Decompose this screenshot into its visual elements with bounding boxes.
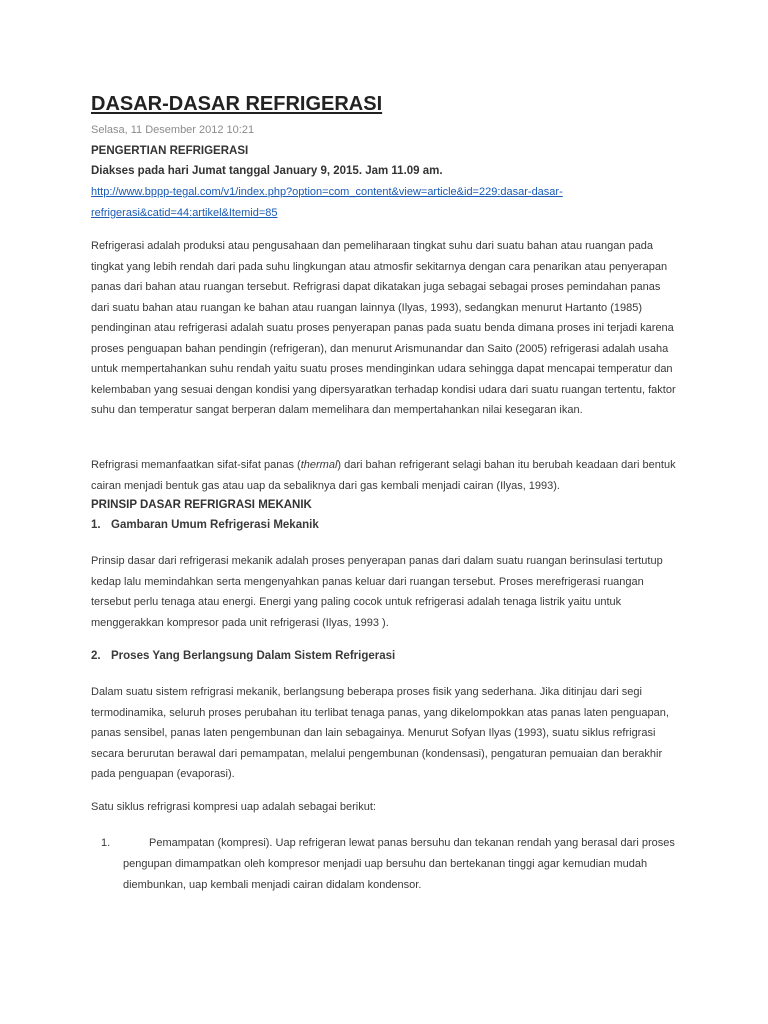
page-title: DASAR-DASAR REFRIGERASI <box>91 93 383 115</box>
list-item <box>101 833 681 896</box>
article-date: Selasa, 11 Desember 2012 10:21 <box>91 124 255 136</box>
section-heading-definition: PENGERTIAN REFRIGERASI <box>91 145 249 157</box>
paragraph-cycle-intro: Satu siklus refrigrasi kompresi uap adalah sebagai berikut: <box>91 801 376 813</box>
paragraph-thermal-italic: thermal <box>300 459 338 471</box>
subsection-number-1: 1. <box>91 519 101 531</box>
paragraph-principle: Prinsip dasar dari refrigerasi mekanik adalah proses penyerapan panas dari dalam suatu ruangan berinsulasi tertutup kedap lalu memindahkan serta mengenyahkan panas keluar dari ruangan tersebut. Proses merefrigerasi ruangan tersebut perlu tenaga atau energi. Energi yang paling cocok untuk refrigerasi adalah tenaga listrik yaitu untuk menggerakkan kompresor pada unit refrigerasi (Ilyas, 1993 ). <box>91 555 663 629</box>
paragraph-thermal-after: ) dari bahan refrigerant selagi bahan itu berubah keadaan dari bentuk cairan menjadi bentuk gas atau uap da sebaliknya dari gas kembali menjadi cairan (Ilyas, 1993). <box>91 459 676 492</box>
subsection-heading-2 <box>91 650 395 662</box>
subsection-number-2: 2. <box>91 650 101 662</box>
subsection-title-2: Proses Yang Berlangsung Dalam Sistem Refrigerasi <box>111 650 396 662</box>
list-item-text: Pemampatan (kompresi). Uap refrigeran lewat panas bersuhu dan tekanan rendah yang berasal dari proses pengupan dimampatkan oleh kompresor menjadi uap bersuhu dan bertekanan tinggi agar kemudian mudah diembunkan, uap kembali menjadi cairan didalam kondensor. <box>123 837 675 891</box>
paragraph-process: Dalam suatu sistem refrigrasi mekanik, berlangsung beberapa proses fisik yang sederhana. Jika ditinjau dari segi termodinamika, seluruh proses perubahan itu terlibat tenaga panas, yang dikelompokkan atas panas laten penguapan, panas sensibel, panas laten pengembunan dan lain sebagainya. Menurut Sofyan Ilyas (1993), suatu siklus refrigrasi secara berurutan berawal dari pemampatan, melalui pengembunan (kondensasi), pengaturan pemuaian dan berakhir pada penguapan (evaporasi). <box>91 686 669 780</box>
section-heading-principle: PRINSIP DASAR REFRIGRASI MEKANIK <box>91 499 312 511</box>
subsection-heading-1 <box>91 519 319 531</box>
accessed-note: Diakses pada hari Jumat tanggal January 9, 2015. Jam 11.09 am. <box>91 165 443 177</box>
paragraph-thermal-before: Refrigrasi memanfaatkan sifat-sifat panas ( <box>91 459 301 471</box>
paragraph-thermal <box>91 455 681 496</box>
subsection-title-1: Gambaran Umum Refrigerasi Mekanik <box>111 519 319 531</box>
source-link[interactable]: http://www.bppp-tegal.com/v1/index.php?option=com_content&view=article&id=229:dasar-dasar-refrigerasi&catid=44:artikel&Itemid=85 <box>91 186 563 219</box>
list-item-marker: 1. <box>101 837 111 849</box>
paragraph-definition: Refrigerasi adalah produksi atau pengusahaan dan pemeliharaan tingkat suhu dari suatu bahan atau ruangan pada tingkat yang lebih rendah dari pada suhu lingkungan atau atmosfir sekitarnya dengan cara penarikan atau penyerapan panas dari bahan atau ruangan tersebut. Refrigrasi dapat dikatakan juga sebagai sebagai proses pemindahan panas dari suatu bahan atau ruangan ke bahan atau ruangan lainnya (Ilyas, 1993), sedangkan menurut Hartanto (1985) pendinginan atau refrigerasi adalah suatu proses penyerapan panas pada suatu benda dimana proses ini terjadi karena proses penguapan bahan pendingin (refrigeran), dan menurut Arismunandar dan Saito (2005) refrigerasi adalah usaha untuk mempertahankan suhu rendah yaitu suatu proses mendinginkan udara sehingga dapat mencapai temperatur dan kelembaban yang sesuai dengan kondisi yang dipersyaratkan terhadap kondisi udara dari suatu ruangan tertentu, faktor suhu dan temperatur sangat berperan dalam memelihara dan mempertahankan nilai kesegaran ikan. <box>91 240 676 416</box>
